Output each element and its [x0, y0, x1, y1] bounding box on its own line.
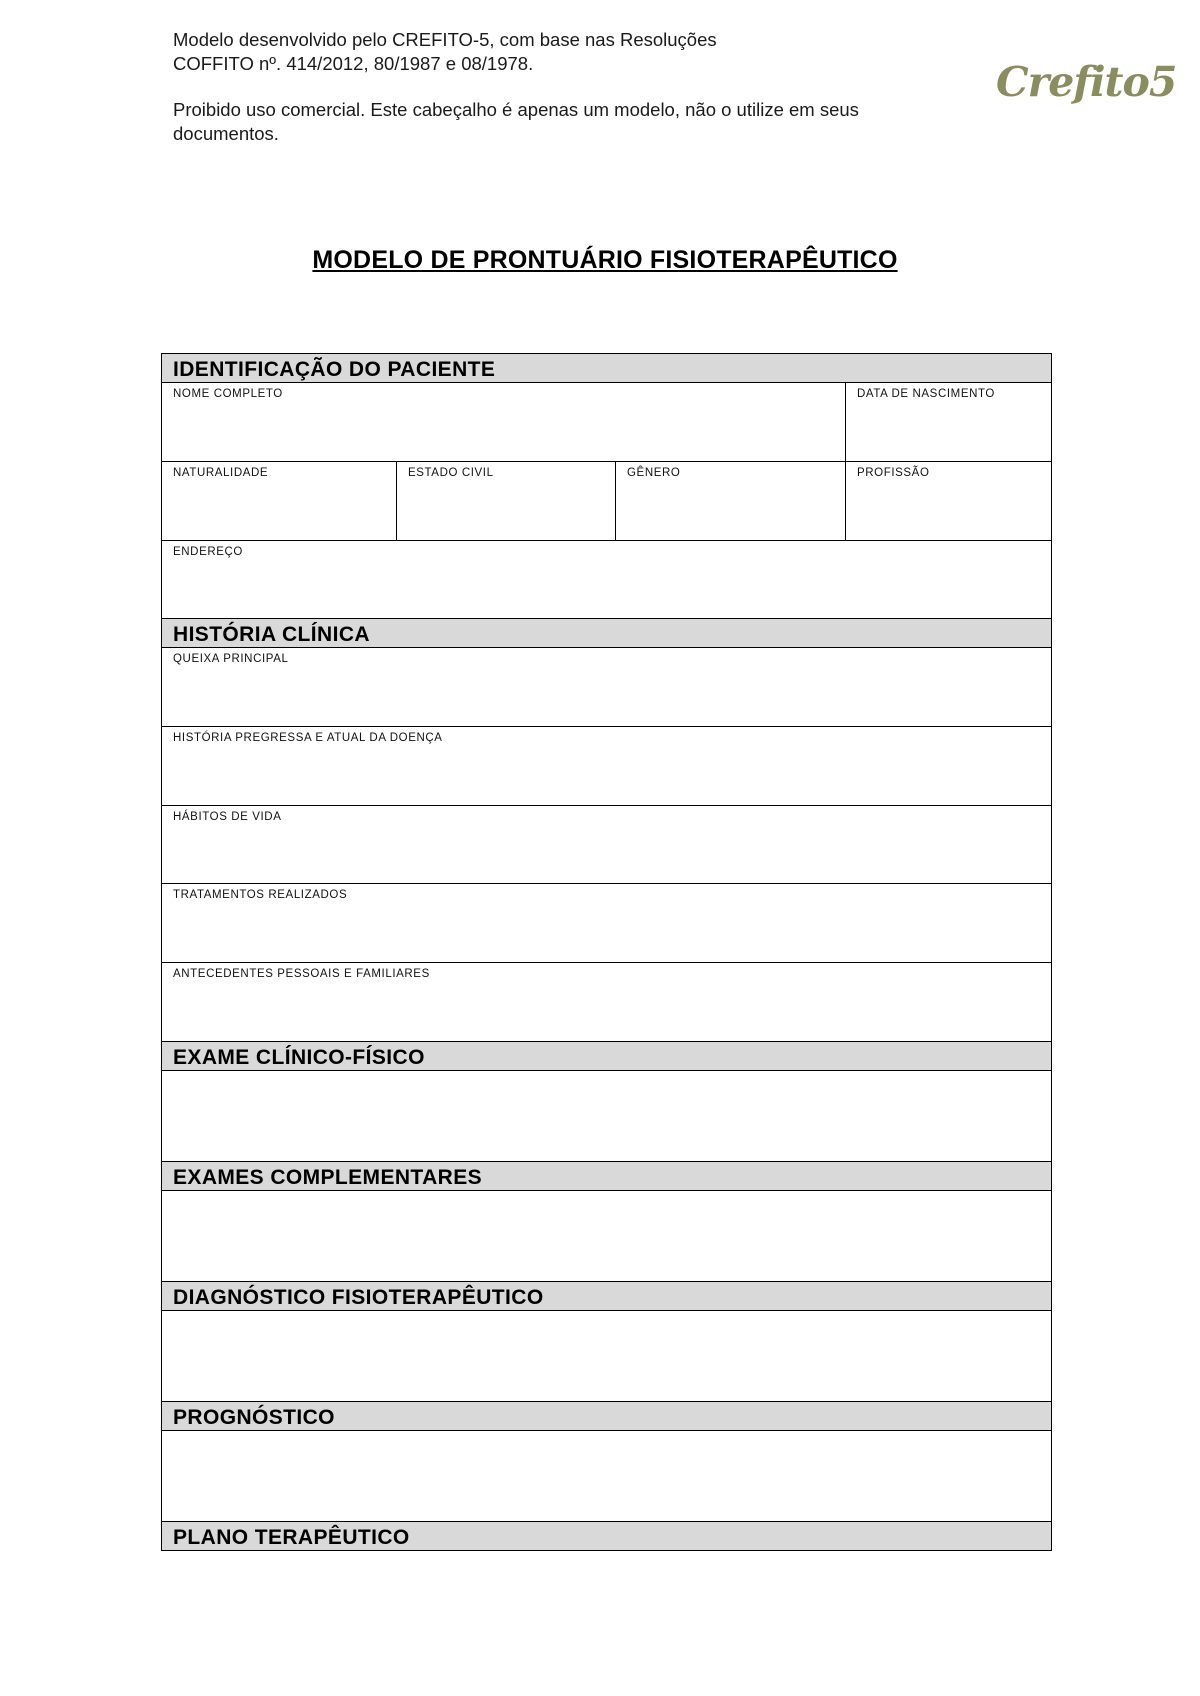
area-exame-clinico-fisico[interactable]: [162, 1071, 1051, 1162]
section-exames-complementares: EXAMES COMPLEMENTARES: [162, 1162, 1051, 1191]
header-line-4: documentos.: [173, 122, 279, 144]
section-identificacao: IDENTIFICAÇÃO DO PACIENTE: [162, 354, 1051, 383]
section-plano-terapeutico: PLANO TERAPÊUTICO: [162, 1522, 1051, 1551]
field-naturalidade[interactable]: NATURALIDADE: [173, 467, 269, 479]
header-notice: [173, 28, 953, 145]
field-queixa-principal[interactable]: QUEIXA PRINCIPAL: [173, 653, 289, 665]
field-data-nascimento[interactable]: DATA DE NASCIMENTO: [845, 383, 1051, 461]
section-historia-clinica: HISTÓRIA CLÍNICA: [162, 619, 1051, 648]
field-habitos-de-vida[interactable]: HÁBITOS DE VIDA: [173, 811, 282, 823]
row-habitos: [162, 806, 1051, 884]
section-exame-clinico-fisico: EXAME CLÍNICO-FÍSICO: [162, 1042, 1051, 1071]
area-diagnostico[interactable]: [162, 1311, 1051, 1402]
field-tratamentos-realizados[interactable]: TRATAMENTOS REALIZADOS: [173, 889, 348, 901]
header-line-1: Modelo desenvolvido pelo CREFITO-5, com base nas Resoluções: [173, 29, 717, 50]
row-tratamentos: [162, 884, 1051, 963]
field-historia-doenca[interactable]: HISTÓRIA PREGRESSA E ATUAL DA DOENÇA: [173, 732, 443, 744]
field-nome-completo[interactable]: NOME COMPLETO: [173, 388, 283, 400]
area-exames-complementares[interactable]: [162, 1191, 1051, 1282]
row-antecedentes: [162, 963, 1051, 1042]
prontuario-form: [161, 353, 1052, 1551]
field-genero[interactable]: GÊNERO: [615, 462, 845, 540]
field-estado-civil[interactable]: ESTADO CIVIL: [396, 462, 615, 540]
row-queixa: [162, 648, 1051, 727]
row-endereco: [162, 541, 1051, 619]
section-prognostico: PROGNÓSTICO: [162, 1402, 1051, 1431]
header-line-3: Proibido uso comercial. Este cabeçalho é apenas um modelo, não o utilize em seus: [173, 99, 859, 120]
field-antecedentes[interactable]: ANTECEDENTES PESSOAIS E FAMILIARES: [173, 968, 430, 980]
row-historia-doenca: [162, 727, 1051, 806]
crefito-logo: Crefito5: [996, 58, 1177, 106]
document-title: MODELO DE PRONTUÁRIO FISIOTERAPÊUTICO: [312, 246, 898, 274]
section-diagnostico: DIAGNÓSTICO FISIOTERAPÊUTICO: [162, 1282, 1051, 1311]
area-prognostico[interactable]: [162, 1431, 1051, 1522]
field-profissao[interactable]: PROFISSÃO: [845, 462, 1051, 540]
header-line-2: COFFITO nº. 414/2012, 80/1987 e 08/1978.: [173, 52, 534, 74]
field-endereco[interactable]: ENDEREÇO: [173, 546, 243, 558]
row-dados: [162, 462, 1051, 541]
row-nome: [162, 383, 1051, 462]
